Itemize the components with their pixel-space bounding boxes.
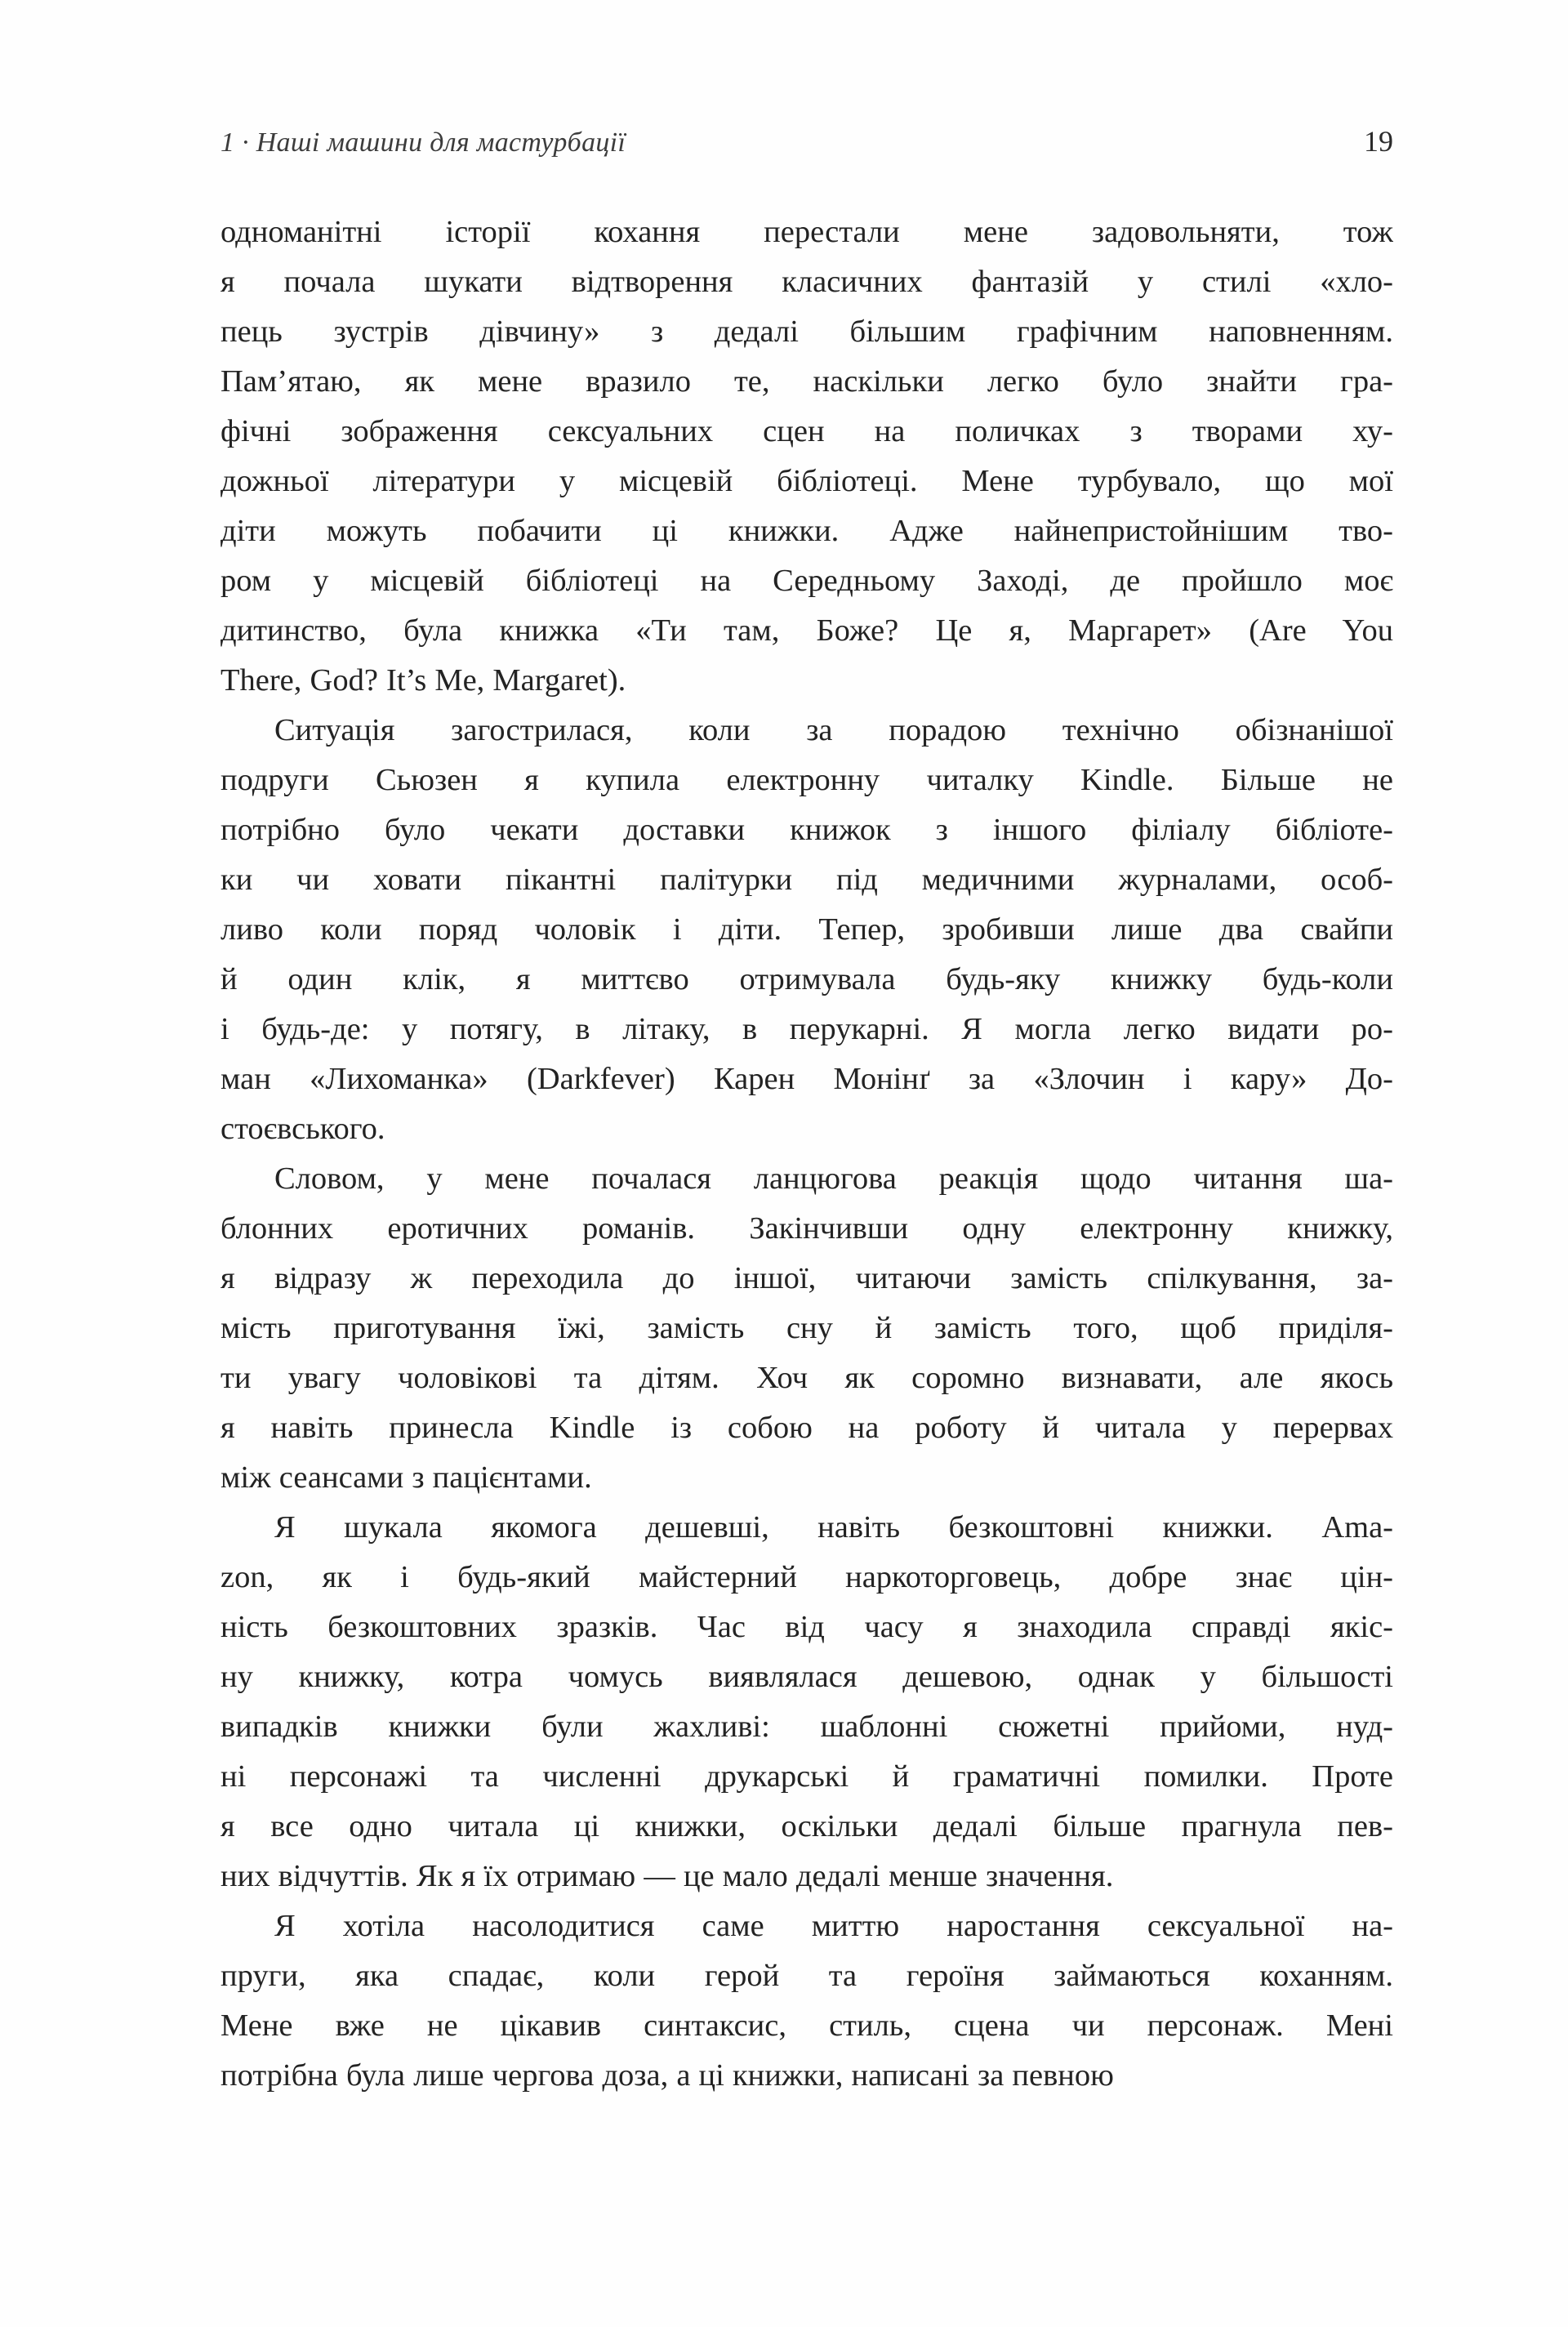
text-line: Мене вже не цікавив синтаксис, стиль, сцена чи персонаж. Мені [220,2008,1393,2043]
text-line: There, God? It’s Me, Margaret). [220,663,626,698]
text-line: ти увагу чоловікові та дітям. Хоч як соромно визнавати, але якось [220,1361,1393,1395]
text-line: ливо коли поряд чоловік і діти. Тепер, зробивши лише два свайпи [220,912,1393,947]
text-line: потрібна була лише чергова доза, а ці книжки, написані за певною [220,2058,1114,2093]
running-header [220,124,1393,158]
text-line: й один клік, я миттєво отримувала будь-яку книжку будь-коли [220,962,1393,996]
text-line: я все одно читала ці книжки, оскільки дедалі більше прагнула пев- [220,1809,1393,1843]
text-line: Я хотіла насолодитися саме миттю наростання сексуальної на- [274,1909,1393,1943]
body-text-block [220,207,1393,2101]
text-line: ні персонажі та численні друкарські й граматичні помилки. Проте [220,1759,1393,1794]
text-line: Ситуація загострилася, коли за порадою технічно обізнанішої [274,713,1393,747]
text-line: одноманітні історії кохання перестали мене задовольняти, тож [220,215,1393,249]
paragraph [220,1154,1393,1503]
text-line: подруги Сьюзен я купила електронну читалку Kindle. Більше не [220,763,1393,797]
text-line: них відчуттів. Як я їх отримаю — це мало дедалі менше значення. [220,1859,1114,1893]
text-line: між сеансами з пацієнтами. [220,1460,592,1495]
text-line: випадків книжки були жахливі: шаблонні сюжетні прийоми, нуд- [220,1710,1393,1744]
text-line: стоєвського. [220,1112,385,1146]
text-line: пець зустрів дівчину» з дедалі більшим графічним наповненням. [220,314,1393,349]
paragraph [220,207,1393,706]
running-header-chapter-title: 1 · Наші машини для мастурбації [220,127,626,158]
text-line: ність безкоштовних зразків. Час від часу я знаходила справді якіс- [220,1610,1393,1644]
page-number: 19 [1364,125,1393,158]
text-line: блонних еротичних романів. Закінчивши одну електронну книжку, [220,1211,1393,1246]
text-line: я почала шукати відтворення класичних фантазій у стилі «хло- [220,265,1393,299]
text-line: дитинство, була книжка «Ти там, Боже? Це я, Маргарет» (Are You [220,613,1393,648]
text-line: Пам’ятаю, як мене вразило те, наскільки легко було знайти гра- [220,364,1393,399]
text-line: пруги, яка спадає, коли герой та героїня займаються коханням. [220,1959,1393,1993]
text-line: дожньої літератури у місцевій бібліотеці. Мене турбувало, що мої [220,464,1393,498]
text-line: діти можуть побачити ці книжки. Адже найнепристойнішим тво- [220,514,1393,548]
text-line: мість приготування їжі, замість сну й замість того, щоб приділя- [220,1311,1393,1345]
paragraph [220,1901,1393,2101]
text-line: Я шукала якомога дешевші, навіть безкоштовні книжки. Ama- [274,1510,1393,1545]
text-line: ну книжку, котра чомусь виявлялася дешевою, однак у більшості [220,1660,1393,1694]
text-line: ки чи ховати пікантні палітурки під медичними журналами, особ- [220,863,1393,897]
text-line: я навіть принесла Kindle із собою на роботу й читала у перервах [220,1411,1393,1445]
text-line: Словом, у мене почалася ланцюгова реакція щодо читання ша- [274,1161,1393,1196]
paragraph [220,1503,1393,1901]
paragraph [220,706,1393,1154]
text-line: потрібно було чекати доставки книжок з іншого філіалу бібліоте- [220,813,1393,847]
text-line: я відразу ж переходила до іншої, читаючи замість спілкування, за- [220,1261,1393,1295]
text-line: фічні зображення сексуальних сцен на поличках з творами ху- [220,414,1393,448]
text-line: zon, як і будь-який майстерний наркоторговець, добре знає цін- [220,1560,1393,1594]
text-line: ман «Лихоманка» (Darkfever) Карен Монінґ за «Злочин і кару» До- [220,1062,1393,1096]
text-line: ром у місцевій бібліотеці на Середньому Заході, де пройшло моє [220,564,1393,598]
text-line: і будь-де: у потягу, в літаку, в перукарні. Я могла легко видати ро- [220,1012,1393,1046]
